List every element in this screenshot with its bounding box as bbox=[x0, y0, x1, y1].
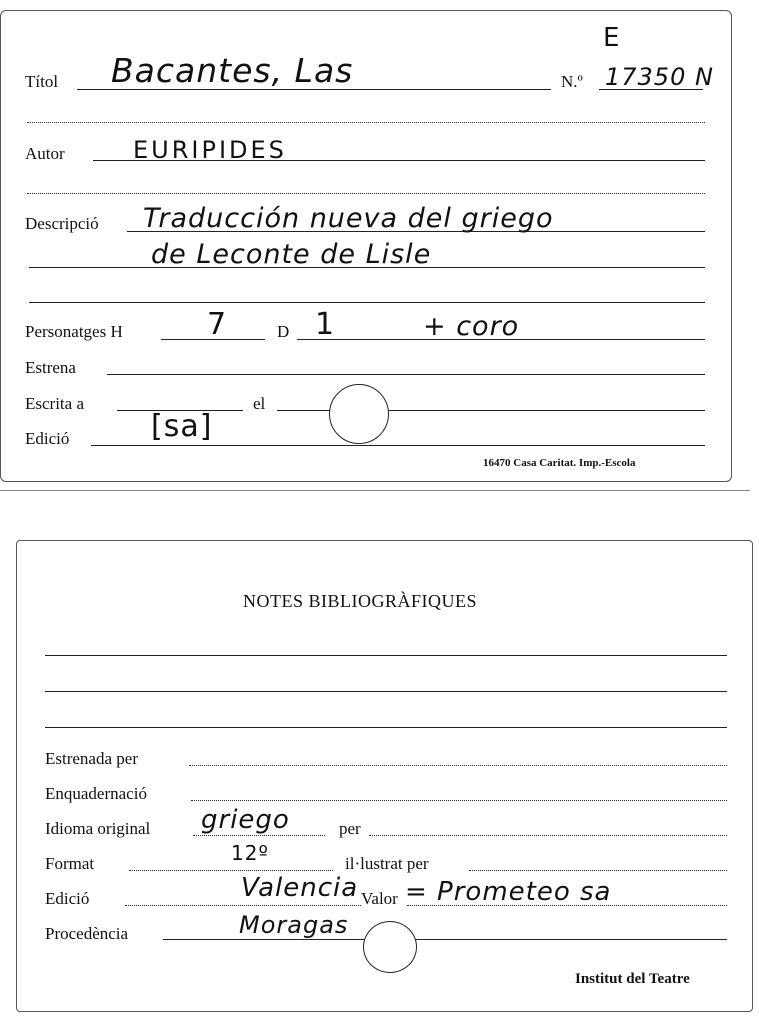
corner-mark: E bbox=[603, 23, 621, 53]
notes-heading: NOTES BIBLIOGRÀFIQUES bbox=[243, 591, 478, 611]
per-label: per bbox=[339, 819, 361, 838]
estrenada-rule bbox=[189, 765, 727, 766]
per-rule bbox=[369, 835, 727, 836]
numero-label: N.º bbox=[561, 72, 583, 91]
idioma-label: Idioma original bbox=[45, 819, 151, 838]
format-rule bbox=[129, 870, 333, 871]
notes-line-1 bbox=[45, 655, 727, 656]
coro-value: + coro bbox=[423, 311, 520, 342]
d-label: D bbox=[277, 322, 290, 341]
autor-label: Autor bbox=[25, 144, 65, 163]
format-label: Format bbox=[45, 854, 95, 873]
h-value: 7 bbox=[207, 307, 228, 342]
procedencia-label: Procedència bbox=[45, 924, 129, 943]
catalog-card-back bbox=[16, 540, 753, 1012]
personatges-label: Personatges H bbox=[25, 322, 123, 341]
titol-value: Bacantes, Las bbox=[111, 51, 354, 90]
edicio-rule bbox=[125, 905, 361, 906]
edicio-label: Edició bbox=[45, 889, 90, 908]
illustrat-label: il·lustrat per bbox=[345, 854, 429, 873]
autor-value: EURIPIDES bbox=[133, 136, 287, 164]
procedencia-value: Moragas bbox=[239, 911, 349, 939]
separator-line bbox=[27, 122, 705, 123]
estrenada-label: Estrenada per bbox=[45, 749, 138, 768]
enquadernacio-label: Enquadernació bbox=[45, 784, 147, 803]
scan-edge bbox=[0, 490, 750, 491]
edicio-value: Valencia bbox=[241, 873, 359, 903]
descripcio-line-1: Traducción nueva del griego bbox=[143, 203, 554, 234]
idioma-rule bbox=[193, 835, 325, 836]
numero-value: 17350 N bbox=[605, 63, 714, 91]
catalog-card-front bbox=[0, 10, 732, 482]
separator-line bbox=[27, 193, 705, 194]
procedencia-rule bbox=[163, 939, 727, 940]
descripcio-line-2: de Leconte de Lisle bbox=[151, 239, 432, 270]
el-label: el bbox=[253, 394, 266, 413]
institution-footer: Institut del Teatre bbox=[575, 971, 690, 987]
estrena-rule bbox=[107, 374, 705, 375]
edicio-label: Edició bbox=[25, 429, 70, 448]
notes-line-3 bbox=[45, 727, 727, 728]
format-value: 12º bbox=[231, 841, 269, 865]
illustrat-rule bbox=[469, 870, 727, 871]
estrena-label: Estrena bbox=[25, 358, 76, 377]
idioma-value: griego bbox=[201, 805, 290, 835]
escrita-label: Escrita a bbox=[25, 394, 84, 413]
valor-value: = Prometeo sa bbox=[405, 877, 612, 907]
edicio-rule bbox=[91, 445, 705, 446]
titol-label: Títol bbox=[25, 72, 59, 91]
descripcio-rule-3 bbox=[29, 302, 705, 303]
enquadernacio-rule bbox=[191, 800, 727, 801]
d-value: 1 bbox=[315, 307, 336, 342]
notes-line-2 bbox=[45, 691, 727, 692]
printer-imprint: 16470 Casa Caritat. Imp.-Escola bbox=[483, 457, 636, 469]
valor-label: Valor bbox=[361, 889, 398, 908]
punch-hole bbox=[363, 921, 417, 973]
edicio-value: [sa] bbox=[151, 409, 213, 444]
descripcio-label: Descripció bbox=[25, 214, 99, 233]
punch-hole bbox=[329, 384, 389, 444]
